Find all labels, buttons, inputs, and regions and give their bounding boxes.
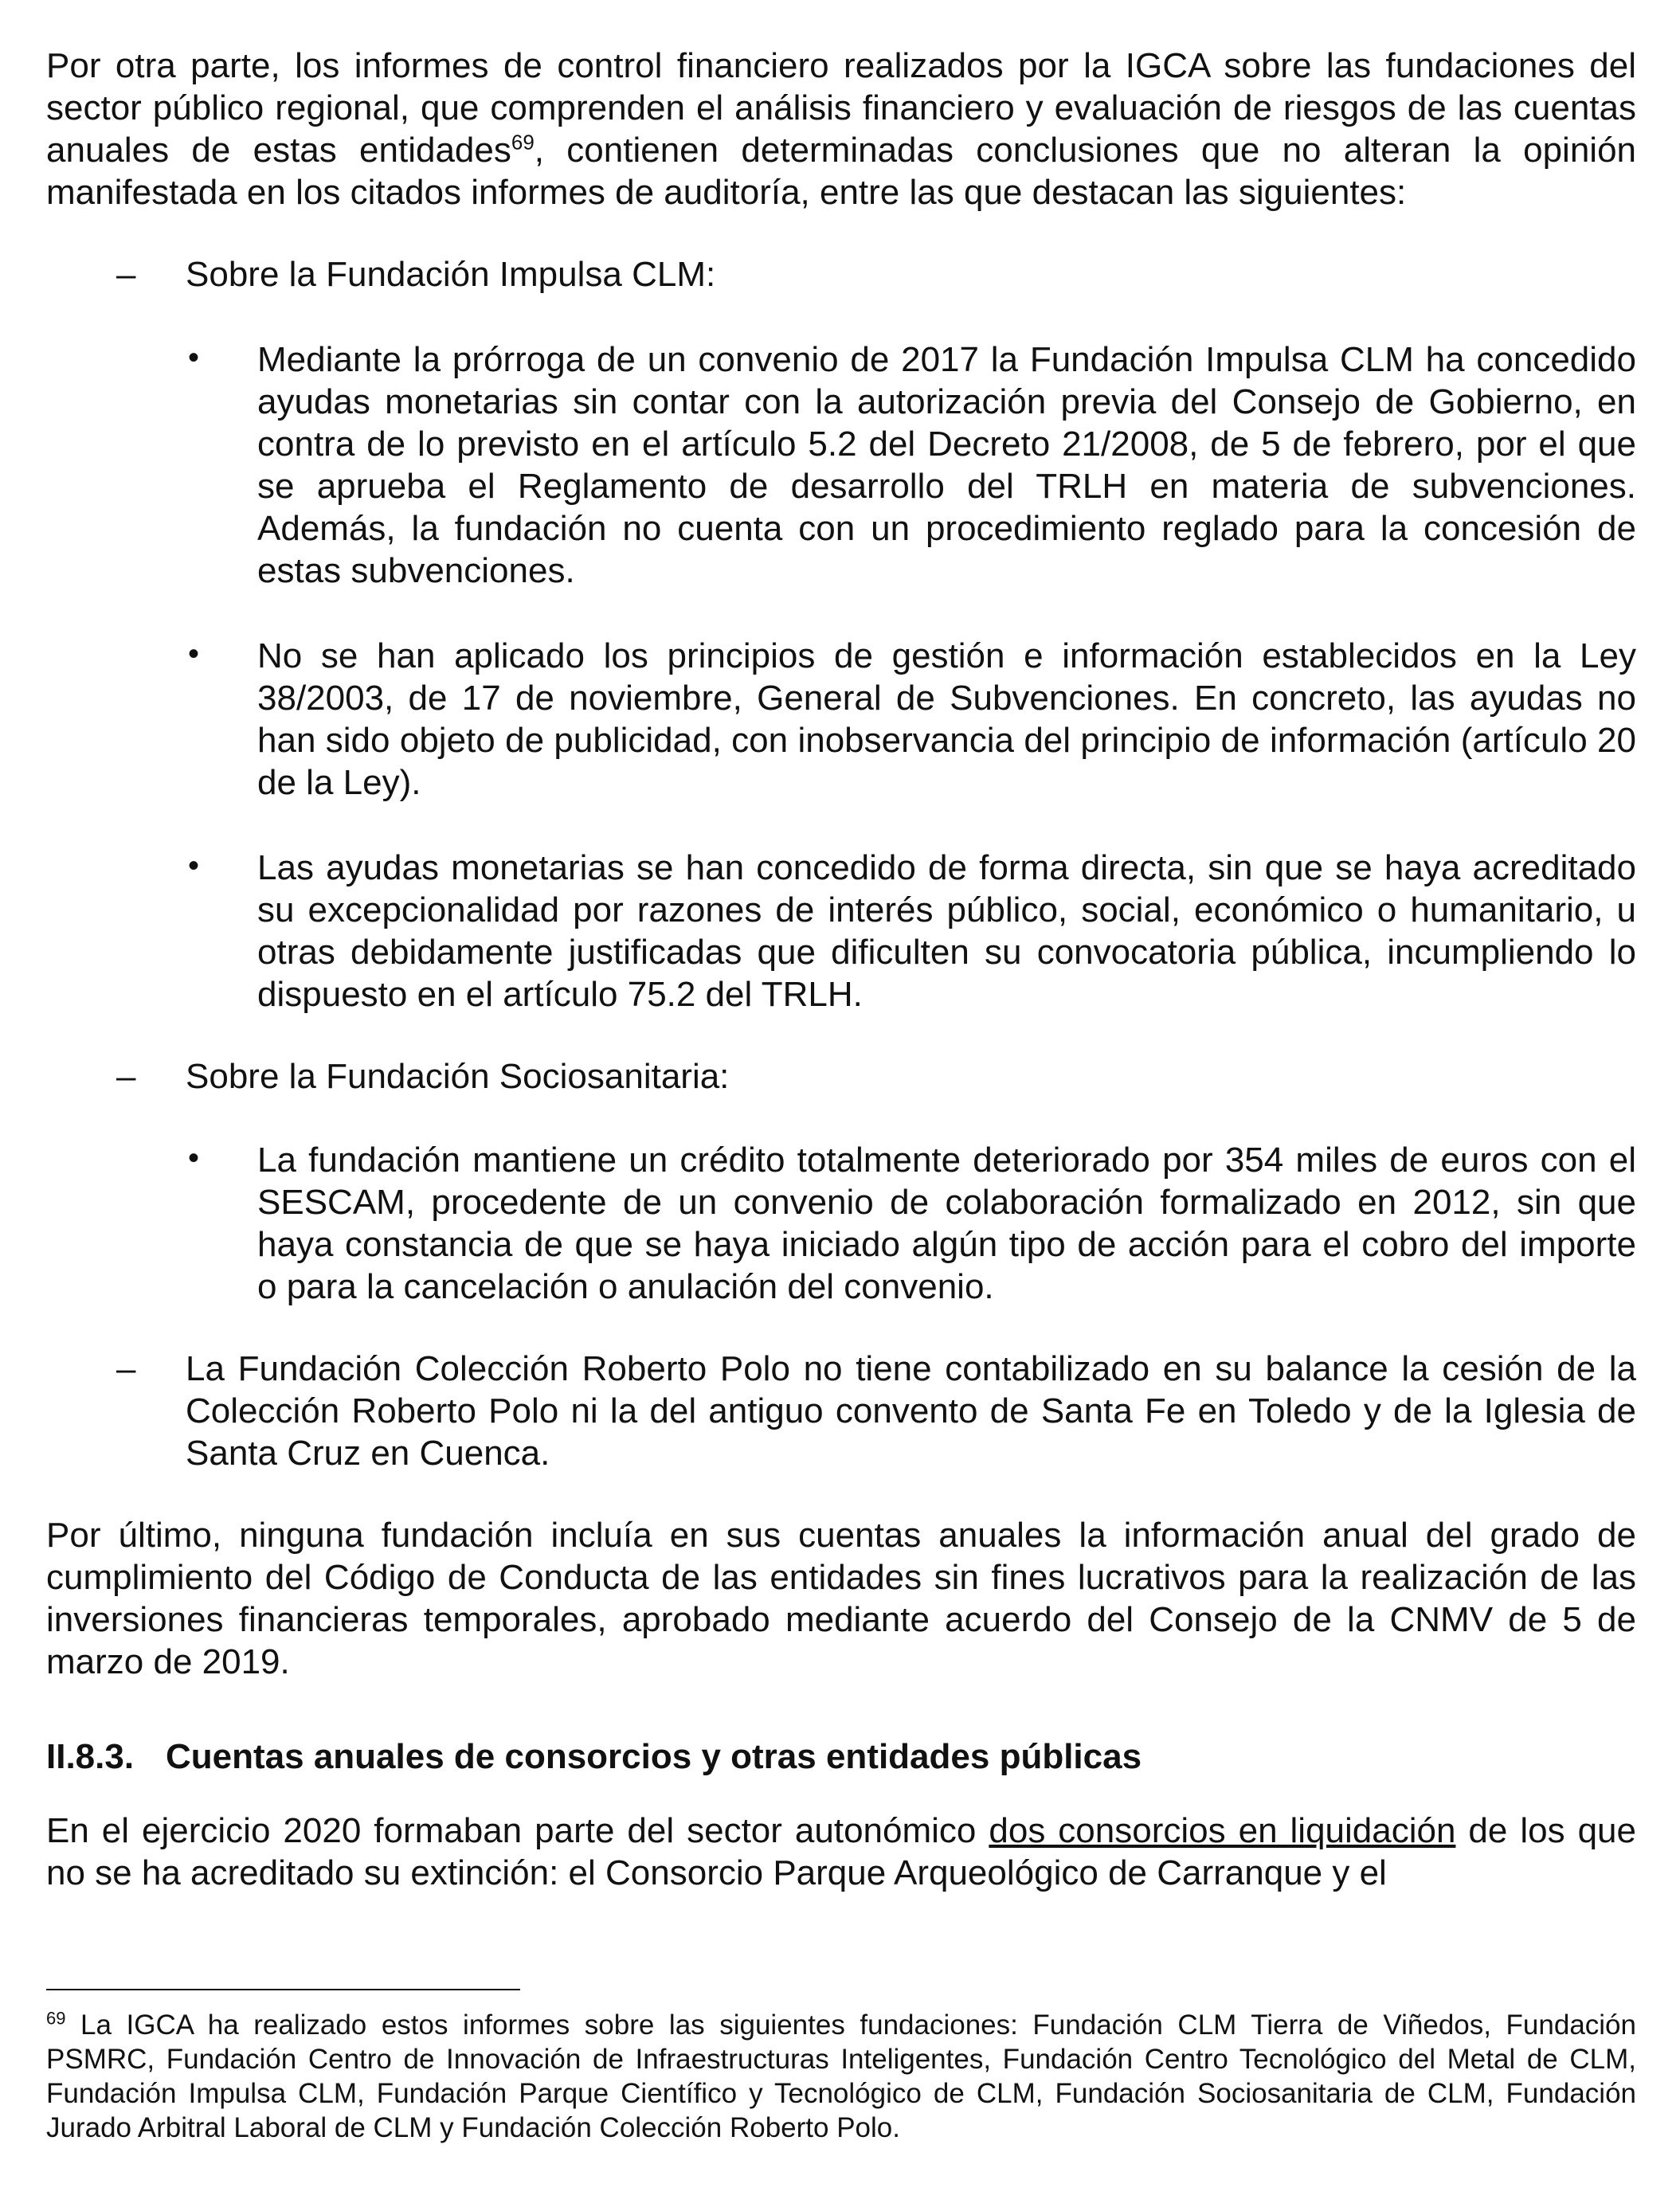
bullet-marker: •: [188, 1141, 200, 1176]
dash-marker: –: [116, 1349, 136, 1388]
dash-text-roberto-polo: La Fundación Colección Roberto Polo no tiene contabilizado en su balance la cesión de la Colección Roberto Polo ni la del antiguo convento de Santa Fe en Toledo y de la Iglesia de Santa Cruz en Cuenca.: [186, 1349, 1636, 1473]
footnote-separator: [46, 1989, 520, 1990]
bullet-text-1: Mediante la prórroga de un convenio de 2017 la Fundación Impulsa CLM ha concedido ayudas monetarias sin contar con la autorización previa del Consejo de Gobierno, en contra de lo previsto en el artículo 5.2 del Decreto 21/2008, de 5 de febrero, por el que se aprueba el Reglamento de desarrollo del TRLH en materia de subvenciones. Además, la fundación no cuenta con un procedimiento reglado para la concesión de estas subvenciones.: [257, 340, 1636, 590]
bullet-marker: •: [188, 848, 200, 883]
document-body: [46, 45, 1636, 1894]
bullet-text-3: Las ayudas monetarias se han concedido de forma directa, sin que se haya acreditado su excepcionalidad por razones de interés público, social, económico o humanitario, u otras debidamente justificadas que dificulten su convocatoria pública, incumpliendo lo dispuesto en el artículo 75.2 del TRLH.: [257, 848, 1636, 1014]
bullet-item-3: [46, 847, 1636, 1015]
bullet-item-1: [46, 338, 1636, 592]
bullet-text-2: No se han aplicado los principios de gestión e información establecidos en la Ley 38/2003, de 17 de noviembre, General de Subvenciones. En concreto, las ayudas no han sido objeto de publicidad, con inobservancia del principio de información (artículo 20 de la Ley).: [257, 636, 1636, 802]
footnote-text: La IGCA ha realizado estos informes sobre las siguientes fundaciones: Fundación CLM Tierra de Viñedos, Fundación PSMRC, Fundación Centro de Innovación de Infraestructuras Inteligentes, Fundación Centro Tecnológico del Metal de CLM, Fundación Impulsa CLM, Fundación Parque Científico y Tecnológico de CLM, Fundación Sociosanitaria de CLM, Fundación Jurado Arbitral Laboral de CLM y Fundación Colección Roberto Polo.: [46, 2009, 1636, 2143]
intro-paragraph: [46, 45, 1636, 213]
bullet-marker: •: [188, 340, 200, 375]
dash-heading-impulsa: Sobre la Fundación Impulsa CLM:: [186, 255, 716, 294]
footnote-number: 69: [46, 2008, 66, 2029]
bullet-text-4: La fundación mantiene un crédito totalmente deteriorado por 354 miles de euros con el SESCAM, procedente de un convenio de colaboración formalizado en 2012, sin que haya constancia de que se haya iniciado algún tipo de acción para el cobro del importe o para la cancelación o anulación del convenio.: [257, 1141, 1636, 1306]
bullet-item-2: [46, 635, 1636, 804]
section-heading: [46, 1736, 1636, 1778]
dash-item-sociosanitaria: [46, 1055, 1636, 1098]
dash-heading-sociosanitaria: Sobre la Fundación Sociosanitaria:: [186, 1057, 730, 1096]
dash-marker: –: [116, 1057, 136, 1096]
intro-text-end: , contienen determinadas conclusiones que no alteran la opinión manifestada en los citados informes de auditoría, entre las que destacan las siguientes:: [46, 131, 1637, 212]
section-text-end: de los que no se ha acreditado su extinción: el Consorcio Parque Arqueológico de Carranque y el: [46, 1811, 1637, 1892]
section-number: II.8.3.: [46, 1737, 135, 1776]
section-paragraph: [46, 1810, 1636, 1894]
dash-marker: –: [116, 255, 136, 294]
intro-text-start: Por otra parte, los informes de control financiero realizados por la IGCA sobre las fundaciones del sector público regional, que comprenden el análisis financiero y evaluación de riesgos de las cuentas anuales de estas entidades: [46, 46, 1636, 170]
footnote: [46, 2008, 1636, 2145]
section-text-start: En el ejercicio 2020 formaban parte del sector autonómico: [46, 1811, 989, 1850]
footnote-reference[interactable]: 69: [511, 130, 535, 155]
dash-item-roberto-polo: [46, 1348, 1636, 1474]
final-paragraph: Por último, ninguna fundación incluía en sus cuentas anuales la información anual del grado de cumplimiento del Código de Conducta de las entidades sin fines lucrativos para la realización de las inversiones financieras temporales, aprobado mediante acuerdo del Consejo de la CNMV de 5 de marzo de 2019.: [46, 1516, 1636, 1681]
bullet-marker: •: [188, 636, 200, 671]
dash-item-impulsa: [46, 253, 1636, 295]
underlined-phrase: dos consorcios en liquidación: [989, 1811, 1456, 1850]
bullet-item-4: [46, 1139, 1636, 1308]
section-title: Cuentas anuales de consorcios y otras entidades públicas: [166, 1737, 1142, 1776]
